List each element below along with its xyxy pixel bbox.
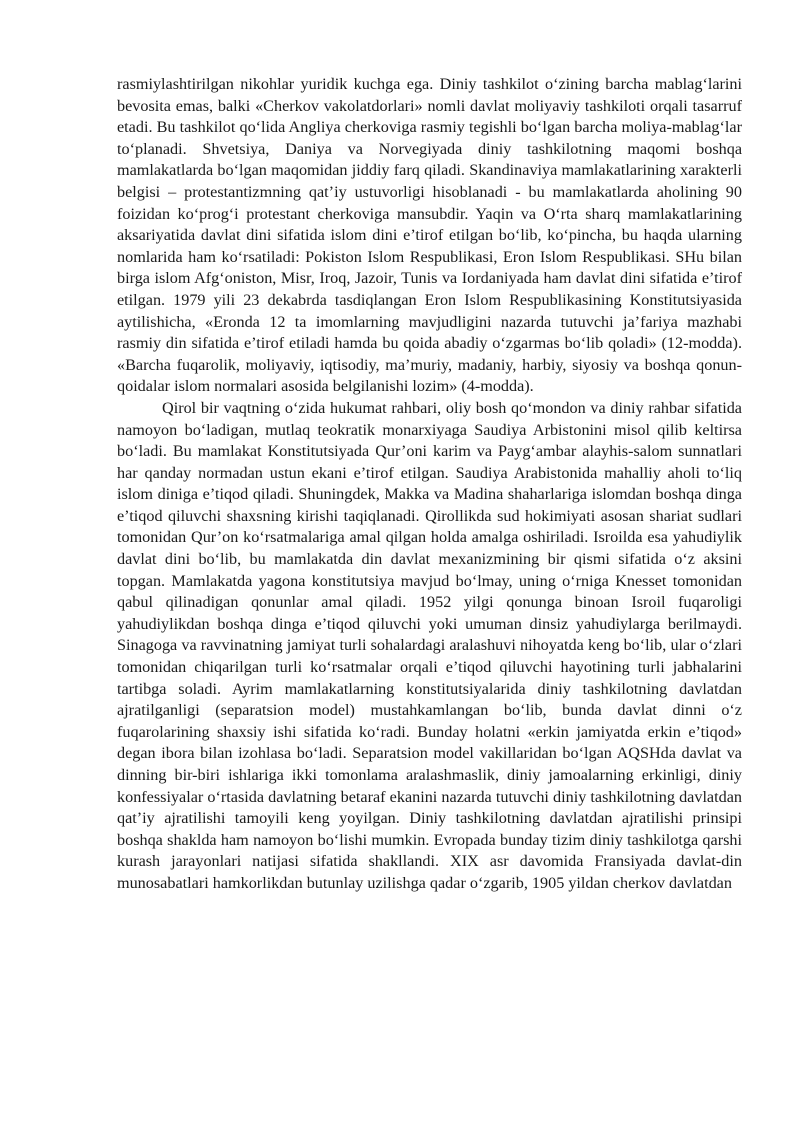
paragraph-1: rasmiylashtirilgan nikohlar yuridik kuchga ega. Diniy tashkilot o‘zining barcha mablag‘larini bevosita emas, balki «Cherkov vakolatdorlari» nomli davlat moliyaviy tashkiloti orqali tasarruf etadi. Bu tashkilot qo‘lida Angliya cherkoviga rasmiy tegishli bo‘lgan barcha moliya-mablag‘lar to‘planadi. Shvetsiya, Daniya va Norvegiyada diniy tashkilotning maqomi boshqa mamlakatlarda bo‘lgan maqomidan jiddiy farq qiladi. Skandinaviya mamlakatlarining xarakterli belgisi – protestantizmning qat’iy ustuvorligi hisoblanadi - bu mamlakatlarda aholining 90 foizidan ko‘prog‘i protestant cherkoviga mansubdir. Yaqin va O‘rta sharq mamlakatlarining aksariyatida davlat dini sifatida islom dini e’tirof etilgan bo‘lib, ko‘pincha, bu haqda ularning nomlarida ham ko‘rsatiladi: Pokiston Islom Respublikasi, Eron Islom Respublikasi. SHu bilan birga islom Afg‘oniston, Misr, Iroq, Jazoir, Tunis va Iordaniyada ham davlat dini sifatida e’tirof etilgan. 1979 yili 23 dekabrda tasdiqlangan Eron Islom Respublikasining Konstitutsiyasida aytilishicha, «Eronda 12 ta imomlarning mavjudligini nazarda tutuvchi ja’fariya mazhabi rasmiy din sifatida e’tirof etiladi hamda bu qoida abadiy o‘zgarmas bo‘lib qoladi» (12-modda). «Barcha fuqarolik, moliyaviy, iqtisodiy, ma’muriy, madaniy, harbiy, siyosiy va boshqa qonun-qoidalar islom normalari asosida belgilanishi lozim» (4-modda). [117, 75, 742, 396]
document-page [117, 74, 742, 895]
paragraph-2: Qirol bir vaqtning o‘zida hukumat rahbari, oliy bosh qo‘mondon va diniy rahbar sifatida namoyon bo‘ladigan, mutlaq teokratik monarxiyaga Saudiya Arbistonini misol qilib keltirsa bo‘ladi. Bu mamlakat Konstitutsiyada Qur’oni karim va Payg‘ambar alayhis-salom sunnatlari har qanday normadan ustun ekani e’tirof etilgan. Saudiya Arabistonida mahalliy aholi to‘liq islom diniga e’tiqod qiladi. Shuningdek, Makka va Madina shaharlariga islomdan boshqa dinga e’tiqod qiluvchi shaxsning kirishi taqiqlanadi. Qirollikda sud hokimiyati asosan shariat sudlari tomonidan Qur’on ko‘rsatmalariga amal qilgan holda amalga oshiriladi. Isroilda esa yahudiylik davlat dini bo‘lib, bu mamlakatda din davlat mexanizmining bir qismi sifatida o‘z aksini topgan. Mamlakatda yagona konstitutsiya mavjud bo‘lmay, uning o‘rniga Knesset tomonidan qabul qilinadigan qonunlar amal qiladi. 1952 yilgi qonunga binoan Isroil fuqaroligi yahudiylikdan boshqa dinga e’tiqod qiluvchi yoki umuman dinsiz yahudiylarga berilmaydi. Sinagoga va ravvinatning jamiyat turli sohalardagi aralashuvi nihoyatda keng bo‘lib, ular o‘zlari tomonidan chiqarilgan turli ko‘rsatmalar orqali e’tiqod qiluvchi hayotining turli jabhalarini tartibga soladi. Ayrim mamlakatlarning konstitutsiyalarida diniy tashkilotning davlatdan ajratilganligi (separatsion model) mustahkamlangan bo‘lib, bunda davlat dinni o‘z fuqarolarining shaxsiy ishi sifatida ko‘radi. Bunday holatni «erkin jamiyatda erkin e’tiqod» degan ibora bilan izohlasa bo‘ladi. Separatsion model vakillaridan bo‘lgan AQSHda davlat va dinning bir-biri ishlariga ikki tomonlama aralashmaslik, diniy jamoalarning erkinligi, diniy konfessiyalar o‘rtasida davlatning betaraf ekanini nazarda tutuvchi diniy tashkilotning davlatdan qat’iy ajratilishi tamoyili keng yoyilgan. Diniy tashkilotning davlatdan ajratilishi prinsipi boshqa shaklda ham namoyon bo‘lishi mumkin. Evropada bunday tizim diniy tashkilotga qarshi kurash jarayonlari natijasi sifatida shakllandi. XIX asr davomida Fransiyada davlat-din munosabatlari hamkorlikdan butunlay uzilishga qadar o‘zgarib, 1905 yildan cherkov davlatdan [117, 398, 742, 892]
